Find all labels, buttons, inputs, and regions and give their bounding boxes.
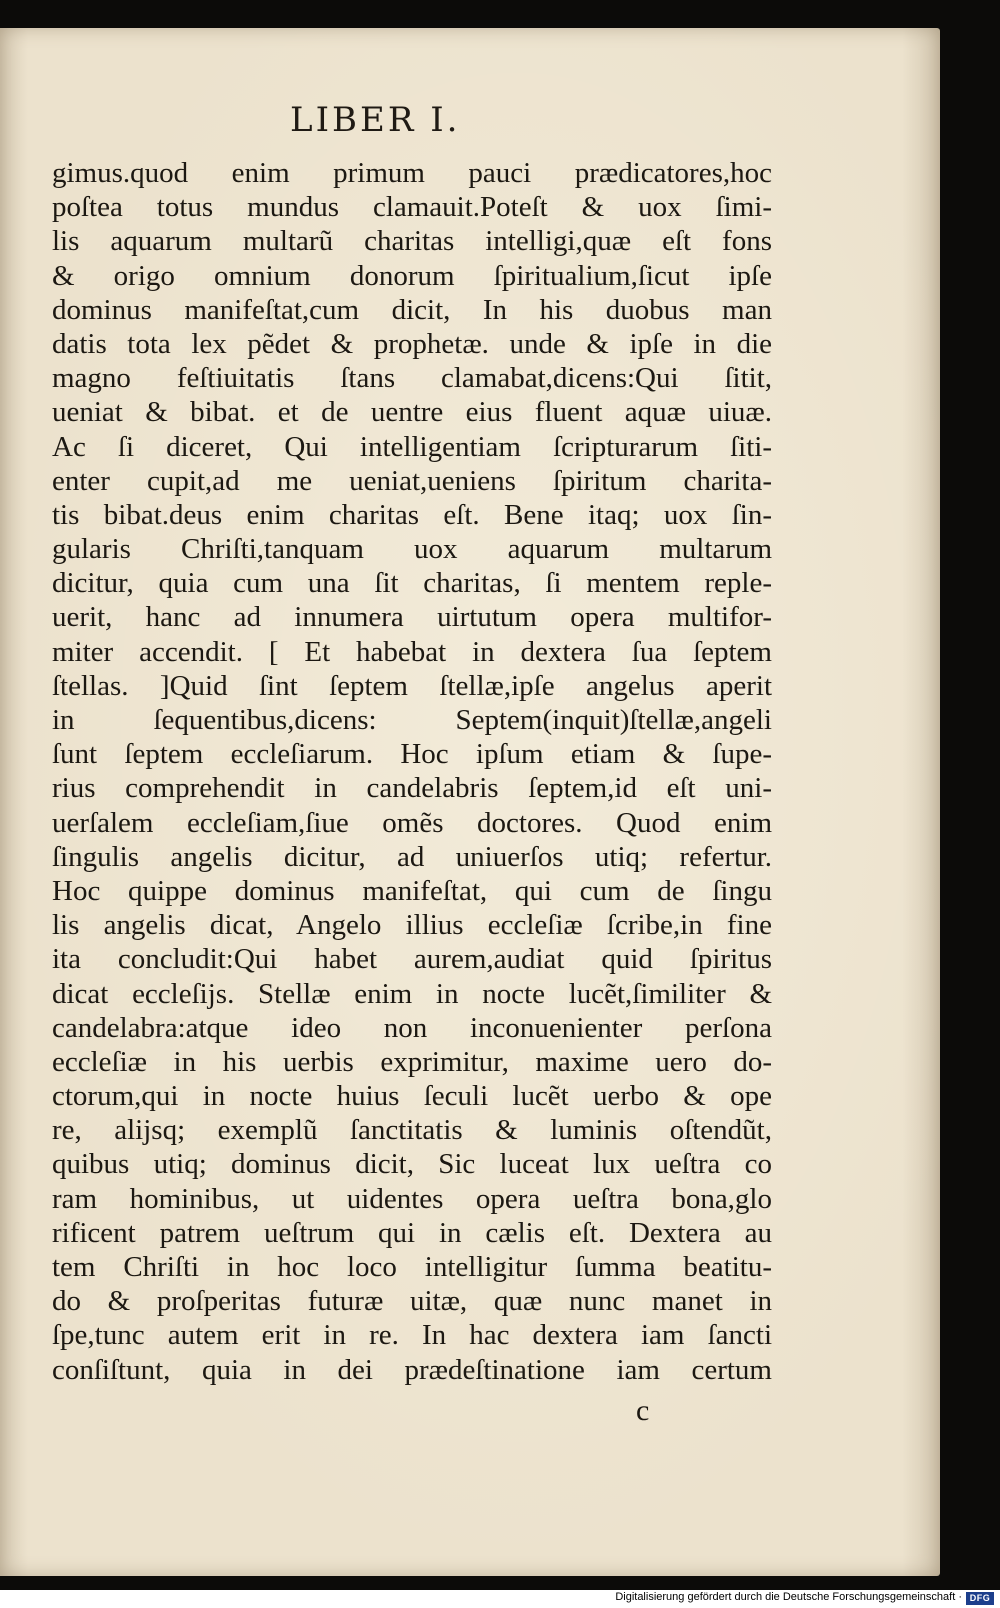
text-line: rius comprehendit in candelabris ſeptem,id eſt uni- [52,772,772,805]
text-line: ſtellas. ]Quid ſint ſeptem ſtellæ,ipſe angelus aperit [52,669,772,702]
text-line: poſtea totus mundus clamauit.Poteſt & uox ſimi- [52,191,772,224]
text-line: ſpe,tunc autem erit in re. In hac dextera iam ſancti [52,1319,772,1352]
text-line: dicitur, quia cum una ſit charitas, ſi mentem reple- [52,567,772,600]
text-line: quibus utiq; dominus dicit, Sic luceat lux ueſtra co [52,1148,772,1181]
text-line: ſunt ſeptem eccleſiarum. Hoc ipſum etiam & ſupe- [52,738,772,771]
text-line: conſiſtunt, quia in dei prædeſtinatione iam certum [52,1353,772,1386]
text-line: lis aquarum multarũ charitas intelligi,quæ eſt fons [52,225,772,258]
text-line: dicat eccleſijs. Stellæ enim in nocte lucẽt,ſimiliter & [52,977,772,1010]
text-line: enter cupit,ad me ueniat,ueniens ſpiritum charita- [52,464,772,497]
text-line: do & proſperitas futuræ uitæ, quæ nunc manet in [52,1285,772,1318]
text-line: lis angelis dicat, Angelo illius eccleſiæ ſcribe,in fine [52,909,772,942]
text-line: ctorum,qui in nocte huius ſeculi lucẽt uerbo & ope [52,1080,772,1113]
text-line: magno feſtiuitatis ſtans clamabat,dicens:Qui ſitit, [52,362,772,395]
text-line: dominus manifeſtat,cum dicit, In his duobus man [52,293,772,326]
text-line: gularis Chriſti,tanquam uox aquarum multarum [52,533,772,566]
text-line: in ſequentibus,dicens: Septem(inquit)ſtellæ,angeli [52,704,772,736]
text-line: ueniat & bibat. et de uentre eius fluent aquæ uiuæ. [52,396,772,429]
book-page [0,28,940,1576]
text-line: miter accendit. [ Et habebat in dextera ſua ſeptem [52,635,772,668]
body-text [52,156,772,1387]
text-line: candelabra:atque ideo non inconuenienter perſona [52,1011,772,1044]
running-head: LIBER I. [290,100,461,140]
text-line: tem Chriſti in hoc loco intelligitur ſumma beatitu- [52,1251,772,1283]
text-line: uerſalem eccleſiam,ſiue omẽs doctores. Quod enim [52,806,772,839]
text-line: & origo omnium donorum ſpiritualium,ſicut ipſe [52,259,772,292]
text-line: Hoc quippe dominus manifeſtat, qui cum de ſingu [52,874,772,907]
text-line: rificent patrem ueſtrum qui in cælis eſt. Dextera au [52,1216,772,1249]
text-line: ita concludit:Qui habet aurem,audiat quid ſpiritus [52,943,772,976]
footer-credit: Digitalisierung gefördert durch die Deutsche Forschungsgemeinschaft · [615,1591,962,1603]
text-line: gimus.quod enim primum pauci prædicatores,hoc [52,157,772,189]
text-line: uerit, hanc ad innumera uirtutum opera multifor- [52,601,772,634]
text-line: ſingulis angelis dicitur, ad uniuerſos utiq; refertur. [52,840,772,873]
text-line: eccleſiæ in his uerbis exprimitur, maxime uero do- [52,1045,772,1078]
text-line: Ac ſi diceret, Qui intelligentiam ſcripturarum ſiti- [52,430,772,463]
text-line: datis tota lex pẽdet & prophetæ. unde & ipſe in die [52,327,772,360]
text-line: ram hominibus, ut uidentes opera ueſtra bona,glo [52,1182,772,1215]
text-line: tis bibat.deus enim charitas eſt. Bene itaq; uox ſin- [52,498,772,531]
dfg-logo-icon: DFG [966,1592,994,1605]
signature-mark: c [636,1394,650,1427]
text-line: re, alijsq; exemplũ ſanctitatis & luminis oſtendũt, [52,1114,772,1147]
